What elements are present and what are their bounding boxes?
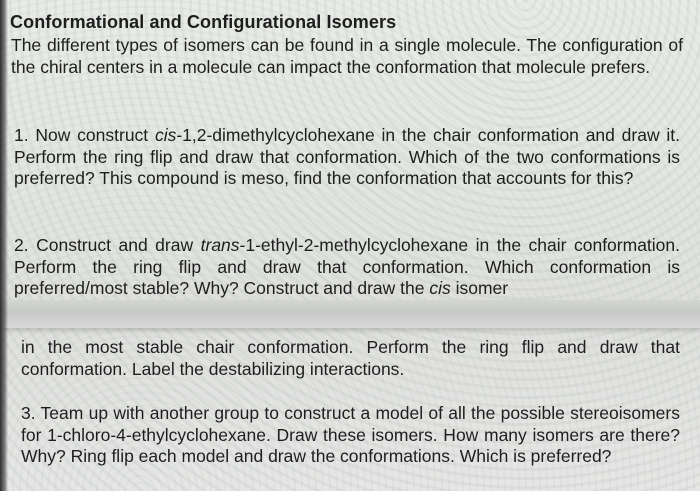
question-2-text [14, 235, 680, 300]
question-3 [21, 403, 680, 468]
question-1 [14, 125, 680, 190]
question-1-text [14, 125, 680, 190]
q1-post: -1,2-dimethylcyclohexane in the chair conformation and draw it. Perform the ring flip and draw that conformation. Which of the two conformations is preferred? This compound is meso, find the conformation that accounts for this? [14, 125, 680, 188]
question-2-continued-text: in the most stable chair conformation. Perform the ring flip and draw that conformation. Label the destabilizing interactions. [21, 337, 680, 379]
question-2-continued [21, 337, 680, 380]
q2-post: isomer [450, 278, 509, 298]
question-3-text: 3. Team up with another group to construct a model of all the possible stereoisomers for 1-chloro-4-ethylcyclohexane. Draw these isomers. How many isomers are there? Why? Ring flip each model and draw the conformations. Which is preferred? [21, 403, 680, 466]
q2-italic-cis: cis [429, 278, 451, 298]
q1-pre: 1. Now construct [14, 125, 155, 145]
q1-italic-cis: cis [154, 125, 177, 145]
q2-pre: 2. Construct and draw [14, 235, 201, 255]
intro-text: The different types of isomers can be found in a single molecule. The configuration of the chiral centers in a molecule can impact the conformation that molecule prefers. [11, 35, 683, 77]
question-2 [14, 235, 680, 300]
worksheet-title: Conformational and Configurational Isomers [10, 12, 397, 32]
q2-mid: -1-ethyl-2-methylcyclohexane in the chair conformation. Perform the ring flip and draw that conformation. Which conformation is preferred/most stable? Why? Construct and draw the [14, 235, 681, 298]
intro-paragraph [11, 35, 683, 78]
q2-italic-trans: trans [200, 235, 240, 255]
